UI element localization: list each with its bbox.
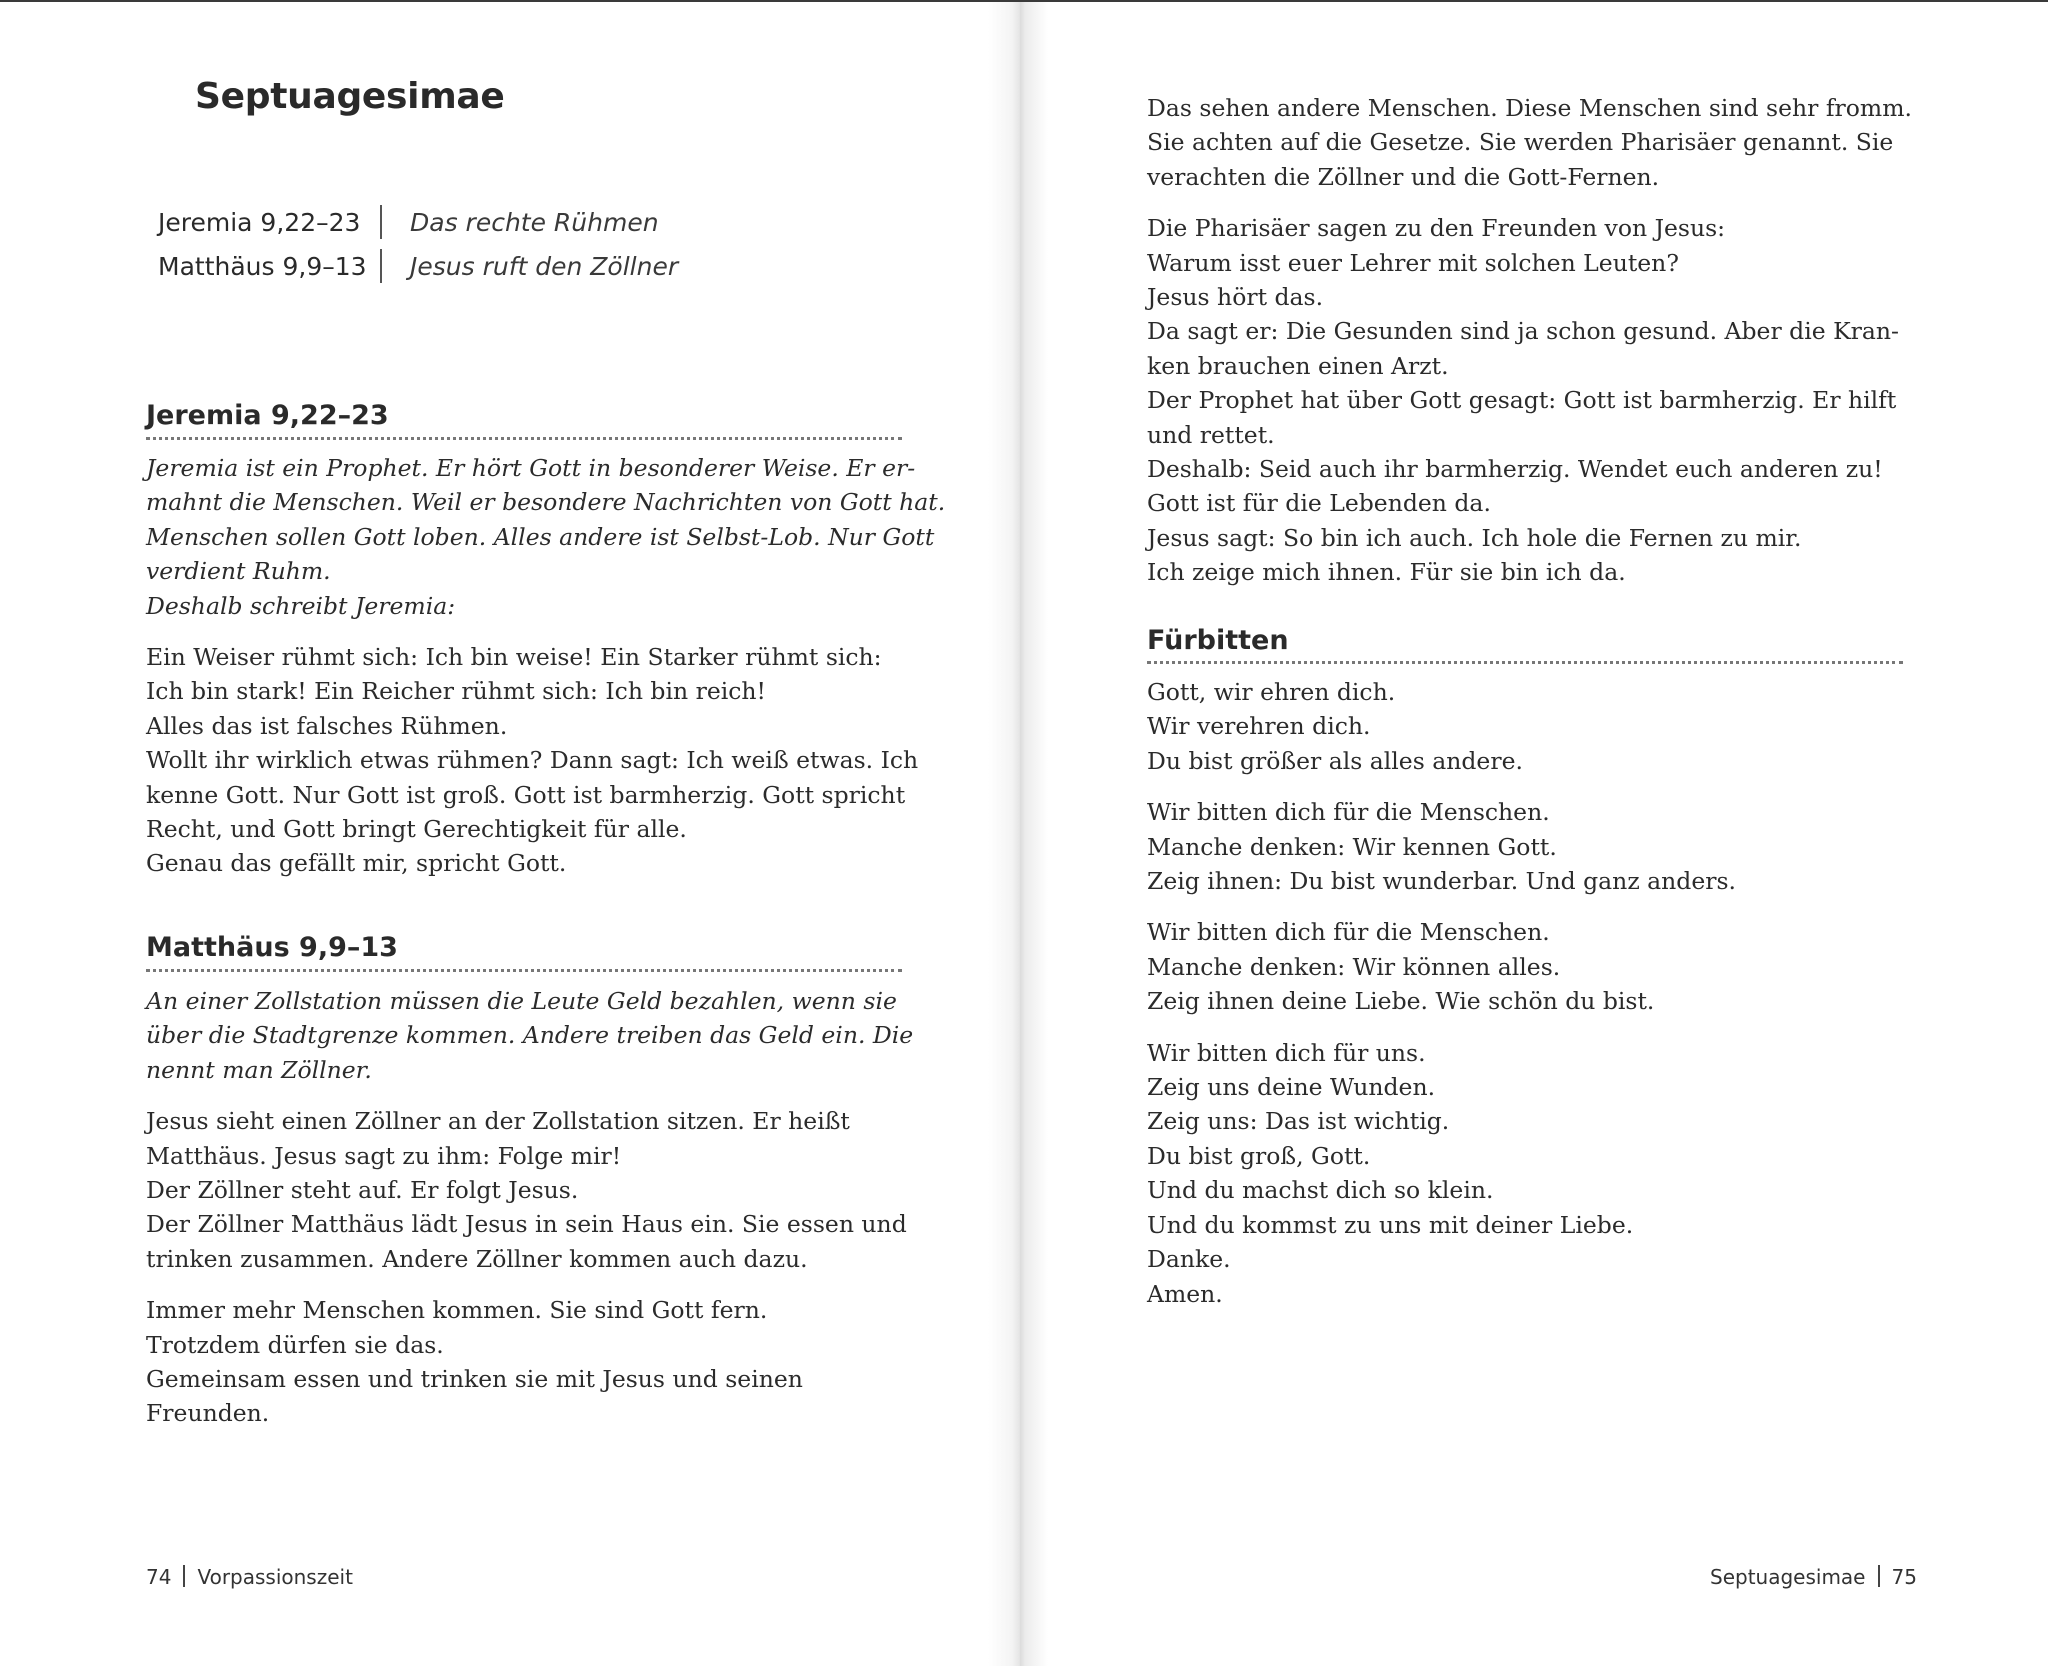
page-number: 75 [1891,1565,1917,1589]
text-line: Zeig uns deine Wunden. [1147,1073,1436,1102]
text-line: Gott ist für die Lebenden da. [1147,489,1491,518]
jeremia-section [146,451,946,898]
text-line: Und du kommst zu uns mit deiner Liebe. [1147,1210,1634,1239]
paragraph [1147,211,1987,589]
text-line: kenne Gott. Nur Gott ist groß. Gott ist barmherzig. Gott spricht [146,780,906,809]
dotted-divider [146,969,902,972]
text-line: Und du machst dich so klein. [1147,1176,1494,1205]
section-heading-matthaeus: Matthäus 9,9–13 [146,932,398,963]
text-line: Menschen sollen Gott loben. Alles andere ist Selbst-Lob. Nur Gott [146,522,935,551]
prayer-stanza [1147,675,1987,778]
right-page-footer [1710,1565,1917,1589]
text-line: Der Zöllner steht auf. Er folgt Jesus. [146,1176,579,1205]
text-line: Jeremia ist ein Prophet. Er hört Gott in besonderer Weise. Er er- [146,454,916,482]
text-line: Warum isst euer Lehrer mit solchen Leuten? [1147,248,1679,277]
text-line: trinken zusammen. Andere Zöllner kommen auch dazu. [146,1244,808,1273]
footer-divider [1878,1565,1880,1587]
matthaeus-section [146,984,926,1448]
reading-divider [380,205,382,239]
reading-reference: Matthäus 9,9–13 [158,251,367,281]
prayer-stanza [1147,1036,1987,1311]
reading-row [158,200,678,244]
text-line: Wir verehren dich. [1147,712,1371,741]
text-line: mahnt die Menschen. Weil er besondere Nachrichten von Gott hat. [146,488,946,517]
reading-reference: Jeremia 9,22–23 [158,207,361,237]
text-line: Jesus hört das. [1147,283,1324,312]
text-line: Zeig ihnen: Du bist wunderbar. Und ganz anders. [1147,867,1737,896]
text-line: Du bist groß, Gott. [1147,1141,1371,1170]
text-line: Manche denken: Wir können alles. [1147,952,1561,981]
text-line: Zeig uns: Das ist wichtig. [1147,1107,1450,1136]
jeremia-intro [146,451,946,623]
dotted-divider [1147,661,1903,664]
section-heading-fuerbitten: Fürbitten [1147,625,1289,656]
text-line: verachten die Zöllner und die Gott-Fernen. [1147,162,1660,191]
dotted-divider [146,437,902,440]
text-line: Genau das gefällt mir, spricht Gott. [146,849,567,878]
text-line: Deshalb schreibt Jeremia: [146,591,456,620]
text-line: Alles das ist falsches Rühmen. [146,711,508,740]
fuerbitten-section [1147,675,1987,1328]
text-line: Gott, wir ehren dich. [1147,678,1396,706]
page-gutter [988,0,1048,1666]
footer-divider [183,1565,185,1587]
text-line: Zeig ihnen deine Liebe. Wie schön du bist. [1147,987,1655,1016]
text-line: Wir bitten dich für uns. [1147,1038,1426,1067]
matthaeus-text-continued [146,1293,926,1431]
text-line: Wollt ihr wirklich etwas rühmen? Dann sagt: Ich weiß etwas. Ich [146,746,919,775]
text-line: Jesus sagt: So bin ich auch. Ich hole die Fernen zu mir. [1147,523,1802,552]
reading-divider [380,249,382,283]
text-line: nennt man Zöllner. [146,1055,372,1084]
text-line: Das sehen andere Menschen. Diese Menschen sind sehr fromm. [1147,94,1912,122]
text-line: Amen. [1147,1279,1223,1308]
reading-title: Jesus ruft den Zöllner [410,251,679,281]
text-line: Deshalb: Seid auch ihr barmherzig. Wendet euch anderen zu! [1147,455,1883,484]
reading-title: Das rechte Rühmen [410,207,659,237]
text-line: Sie achten auf die Gesetze. Sie werden Pharisäer genannt. Sie [1147,128,1894,157]
matthaeus-intro [146,984,926,1087]
text-line: Ich bin stark! Ein Reicher rühmt sich: Ich bin reich! [146,677,766,706]
reading-row [158,244,678,288]
text-line: Die Pharisäer sagen zu den Freunden von Jesus: [1147,214,1726,243]
left-page-footer [146,1565,353,1589]
text-line: verdient Ruhm. [146,557,331,586]
top-edge-rule [0,0,2048,2]
prayer-stanza [1147,915,1987,1018]
gospel-continuation [1147,91,1987,607]
text-line: Immer mehr Menschen kommen. Sie sind Gott fern. [146,1296,768,1325]
text-line: Wir bitten dich für die Menschen. [1147,798,1550,827]
text-line: Freunden. [146,1399,270,1428]
text-line: Danke. [1147,1245,1231,1274]
text-line: Ich zeige mich ihnen. Für sie bin ich da. [1147,558,1626,587]
text-line: Manche denken: Wir kennen Gott. [1147,832,1557,861]
paragraph [1147,91,1987,194]
text-line: Wir bitten dich für die Menschen. [1147,918,1550,947]
page-number: 74 [146,1565,172,1589]
text-line: über die Stadtgrenze kommen. Andere treiben das Geld ein. Die [146,1021,914,1050]
text-line: Da sagt er: Die Gesunden sind ja schon gesund. Aber die Kran- [1147,317,1899,346]
prayer-stanza [1147,795,1987,898]
text-line: Recht, und Gott bringt Gerechtigkeit für alle. [146,815,687,844]
text-line: Matthäus. Jesus sagt zu ihm: Folge mir! [146,1141,622,1170]
text-line: Jesus sieht einen Zöllner an der Zollstation sitzen. Er heißt [146,1107,850,1136]
text-line: Du bist größer als alles andere. [1147,746,1523,775]
text-line: An einer Zollstation müssen die Leute Geld bezahlen, wenn sie [146,987,897,1015]
section-heading-jeremia: Jeremia 9,22–23 [146,400,389,431]
readings-table [158,200,678,288]
running-section: Vorpassionszeit [197,1565,353,1589]
text-line: Trotzdem dürfen sie das. [146,1330,444,1359]
matthaeus-text [146,1104,926,1276]
text-line: Gemeinsam essen und trinken sie mit Jesus und seinen [146,1365,803,1394]
text-line: Der Zöllner Matthäus lädt Jesus in sein Haus ein. Sie essen und [146,1210,907,1239]
text-line: und rettet. [1147,420,1275,449]
jeremia-text [146,640,926,881]
text-line: Ein Weiser rühmt sich: Ich bin weise! Ein Starker rühmt sich: [146,643,882,672]
text-line: Der Prophet hat über Gott gesagt: Gott ist barmherzig. Er hilft [1147,386,1897,415]
text-line: ken brauchen einen Arzt. [1147,351,1449,380]
running-section: Septuagesimae [1710,1565,1866,1589]
chapter-title: Septuagesimae [195,76,505,117]
